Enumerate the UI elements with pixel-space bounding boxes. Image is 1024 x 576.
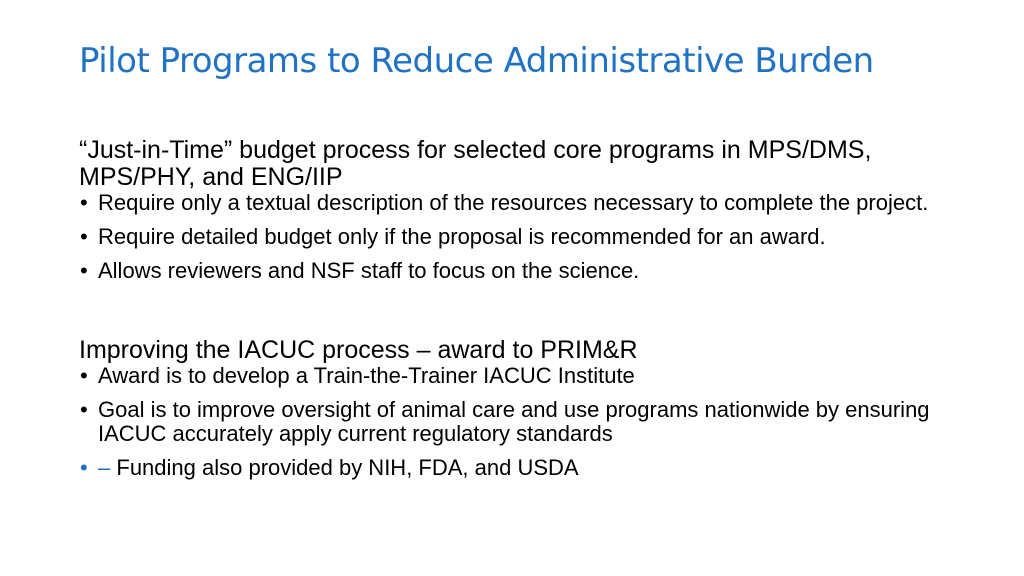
list-item bbox=[79, 398, 979, 446]
bullet-icon: • bbox=[80, 258, 88, 283]
bullet-icon: • bbox=[80, 190, 88, 215]
bullet-list-just-in-time bbox=[79, 191, 979, 283]
bullet-text: Goal is to improve oversight of animal care and use programs nationwide by ensuring IACUC accurately apply current regulatory standards bbox=[98, 397, 930, 446]
bullet-text: Require detailed budget only if the proposal is recommended for an award. bbox=[98, 224, 826, 249]
slide-title: Pilot Programs to Reduce Administrative Burden bbox=[79, 41, 874, 81]
bullet-text: Require only a textual description of the resources necessary to complete the project. bbox=[98, 190, 929, 215]
bullet-icon: • bbox=[80, 363, 88, 388]
bullet-text: Allows reviewers and NSF staff to focus on the science. bbox=[98, 258, 640, 283]
slide-content bbox=[79, 135, 979, 480]
bullet-text: Funding also provided by NIH, FDA, and USDA bbox=[116, 455, 579, 480]
section-heading-just-in-time: “Just-in-Time” budget process for selected core programs in MPS/DMS, MPS/PHY, and ENG/IIP bbox=[79, 136, 872, 191]
section-heading-iacuc: Improving the IACUC process – award to PRIM&R bbox=[79, 336, 638, 364]
bullet-icon: • bbox=[80, 397, 88, 422]
bullet-text: Award is to develop a Train-the-Trainer IACUC Institute bbox=[98, 363, 635, 388]
bullet-list-iacuc bbox=[79, 364, 979, 480]
bullet-icon: • bbox=[80, 455, 88, 480]
dash-mark: – bbox=[98, 455, 111, 480]
list-item bbox=[79, 225, 979, 249]
list-item bbox=[79, 259, 979, 283]
list-item bbox=[79, 191, 979, 215]
list-item bbox=[79, 364, 979, 388]
list-item bbox=[79, 456, 979, 480]
bullet-icon: • bbox=[80, 224, 88, 249]
